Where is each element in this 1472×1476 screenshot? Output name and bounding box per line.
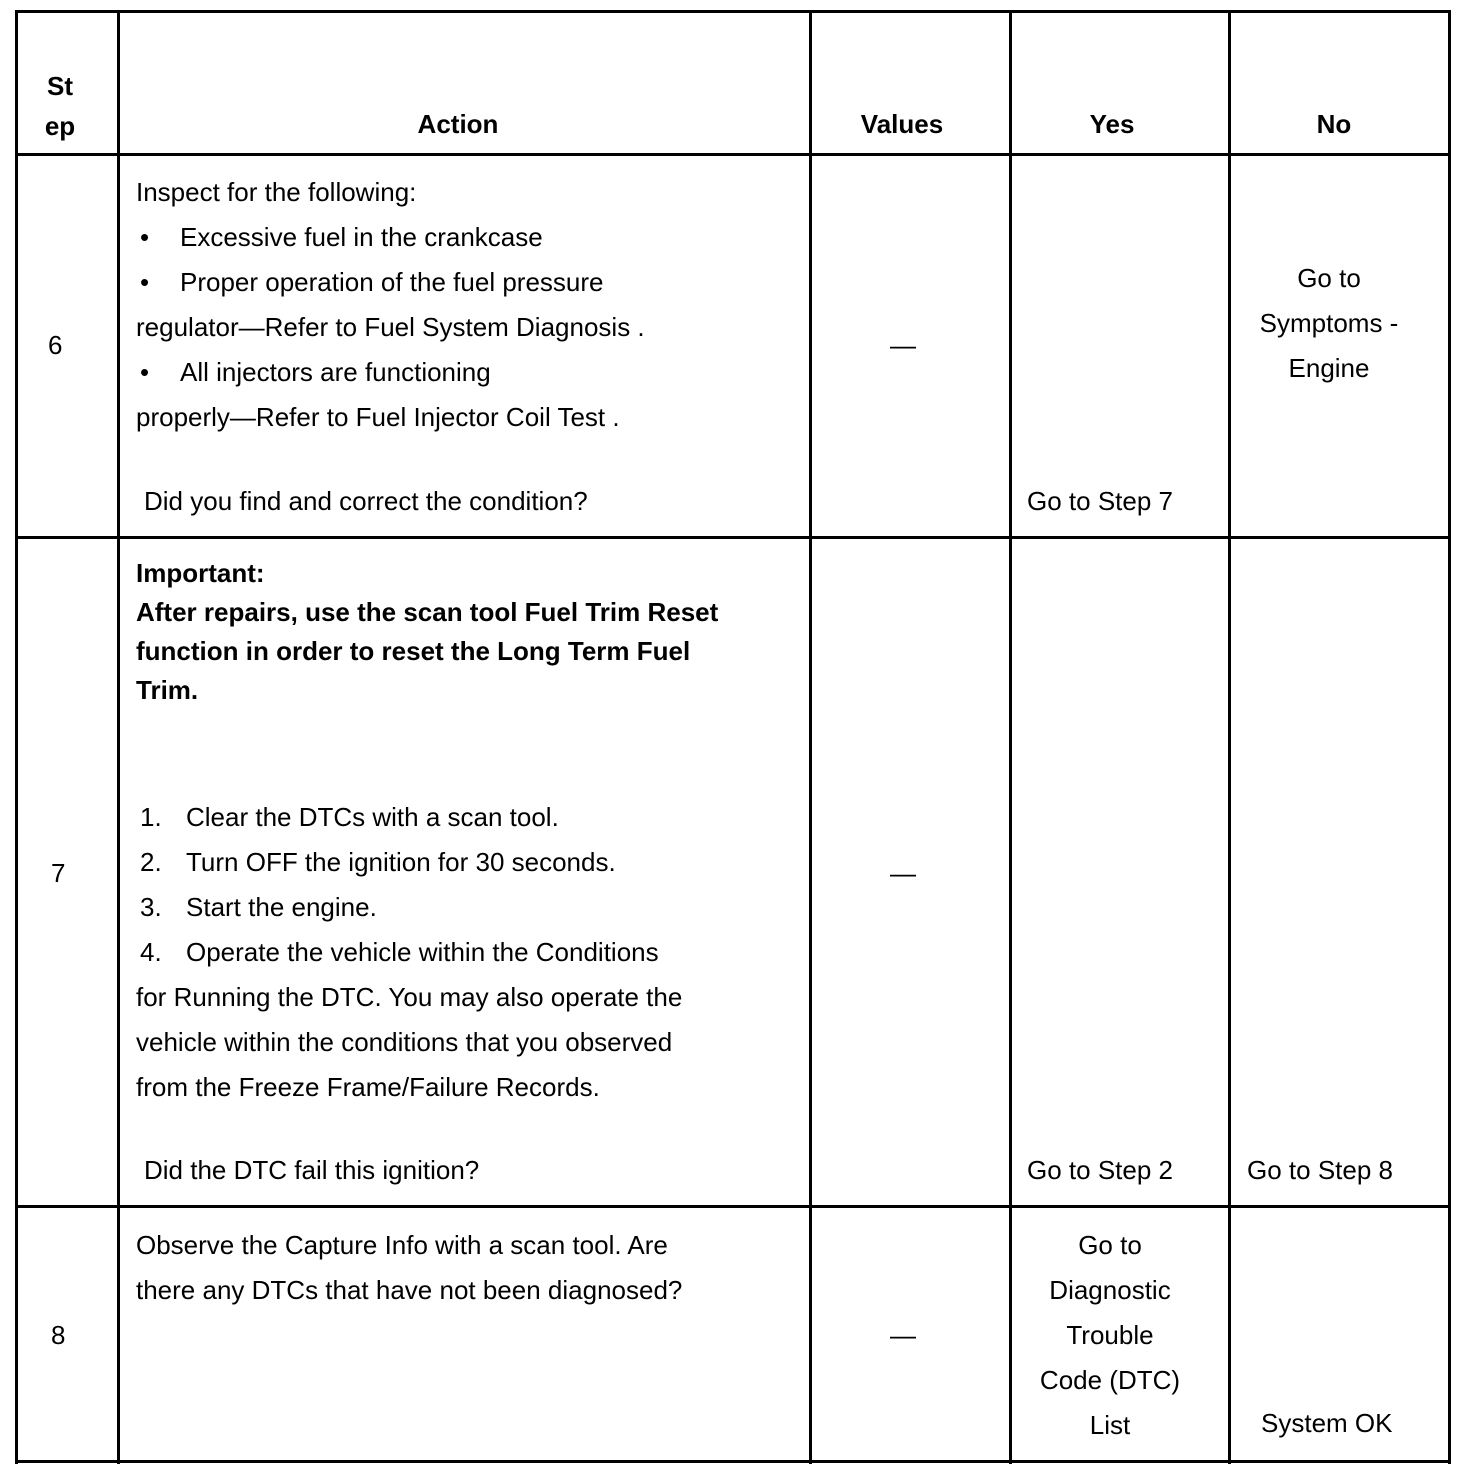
header-action: Action: [417, 109, 499, 139]
yes-result: Go to Step 2: [1027, 1155, 1173, 1185]
question-text: Did you find and correct the condition?: [144, 486, 588, 516]
step-number: 7: [51, 858, 66, 888]
column-divider: [809, 10, 812, 1464]
numbered-step: 3. Start the engine.: [140, 892, 377, 922]
column-divider: [1228, 10, 1231, 1464]
bullet-continuation: properly—Refer to Fuel Injector Coil Test .: [136, 402, 620, 432]
bullet-icon: •: [140, 357, 150, 387]
step-number: 8: [51, 1320, 66, 1350]
header-no: No: [1316, 109, 1352, 139]
action-cell: Observe the Capture Info with a scan tool. Are there any DTCs that have not been diagnosed?: [136, 1230, 683, 1305]
row-divider: [15, 1205, 1451, 1208]
question-text: Did the DTC fail this ignition?: [144, 1155, 480, 1185]
procedure-steps: 1. Clear the DTCs with a scan tool. 2. Turn OFF the ignition for 30 seconds. 3. Start the engine. 4. Operate the vehicle within the Conditions for Running the DTC. You may also operate the vehicle within the conditions that you observed from the Freeze Frame/Failure Records.: [136, 795, 682, 1110]
bullet-item: • Proper operation of the fuel pressure: [136, 260, 645, 305]
bullet-icon: •: [140, 222, 150, 252]
bullet-item: • All injectors are functioning: [136, 350, 645, 395]
yes-result: Go to Diagnostic Trouble Code (DTC) List: [1039, 1230, 1181, 1440]
no-result: Go to Step 8: [1247, 1155, 1393, 1185]
numbered-step: 4. Operate the vehicle within the Conditions: [140, 937, 659, 967]
header-yes: Yes: [1089, 109, 1135, 139]
values-dash: —: [890, 1320, 916, 1350]
row-divider: [15, 536, 1451, 539]
values-dash: —: [890, 330, 916, 360]
header-step-line2: ep: [44, 111, 76, 141]
action-cell: [136, 170, 645, 440]
action-intro: Inspect for the following:: [136, 177, 417, 207]
bullet-continuation: regulator—Refer to Fuel System Diagnosis .: [136, 312, 645, 342]
numbered-step: 1. Clear the DTCs with a scan tool.: [140, 802, 559, 832]
yes-result: Go to Step 7: [1027, 486, 1173, 516]
important-note: Important: After repairs, use the scan tool Fuel Trim Reset function in order to reset the Long Term Fuel Trim.: [136, 554, 718, 710]
header-values: Values: [860, 109, 944, 139]
values-dash: —: [890, 858, 916, 888]
header-step-line1: St: [47, 71, 73, 101]
table-border-top: [15, 10, 1451, 13]
bullet-icon: •: [140, 267, 150, 297]
row-divider: [15, 153, 1451, 156]
table-border-bottom: [15, 1460, 1451, 1463]
step-number: 6: [48, 330, 63, 360]
header-step: [18, 66, 102, 146]
important-label: Important:: [136, 558, 265, 588]
column-divider: [117, 10, 120, 1464]
no-result: Go to Symptoms - Engine: [1259, 263, 1399, 383]
numbered-step: 2. Turn OFF the ignition for 30 seconds.: [140, 847, 616, 877]
table-border-right: [1448, 10, 1451, 1464]
table-border-left: [15, 10, 18, 1464]
bullet-item: • Excessive fuel in the crankcase: [136, 215, 645, 260]
no-result: System OK: [1261, 1408, 1393, 1438]
